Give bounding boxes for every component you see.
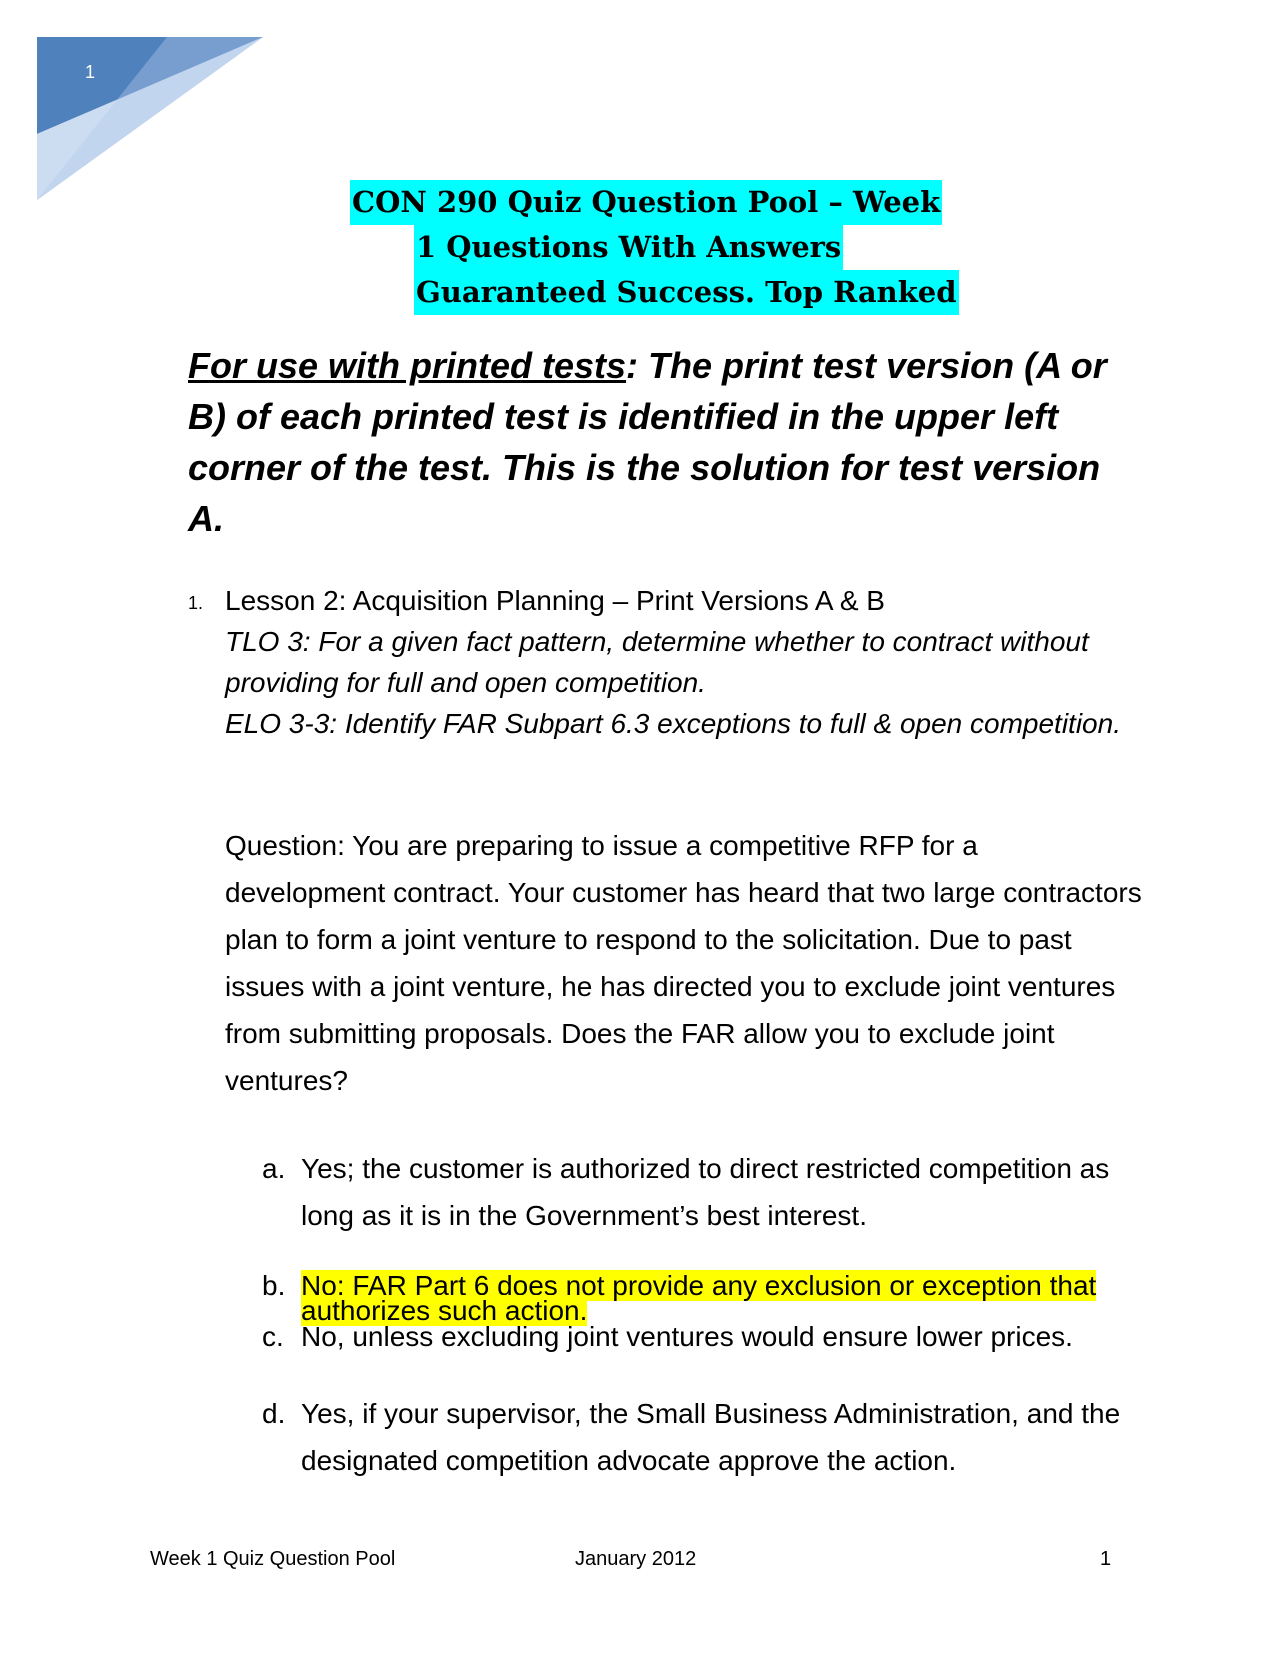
- answer-text: No, unless excluding joint ventures would ensure lower prices.: [301, 1321, 1073, 1352]
- lesson-title: Lesson 2: Acquisition Planning – Print Versions A & B: [225, 585, 885, 616]
- answer-letter: a.: [262, 1153, 286, 1184]
- answer-text-correct: [301, 1270, 1141, 1326]
- intro-paragraph: [188, 340, 1128, 544]
- title-line-2: 1 Questions With Answers: [414, 225, 843, 270]
- answer-letter: d.: [262, 1398, 286, 1429]
- title-line-1: CON 290 Quiz Question Pool – Week: [350, 180, 942, 225]
- tlo-text: TLO 3: For a given fact pattern, determine whether to contract without providing for full and open competition.: [225, 626, 1089, 698]
- answer-text: Yes, if your supervisor, the Small Business Administration, and the designated competition advocate approve the action.: [301, 1398, 1121, 1476]
- elo-text: ELO 3-3: Identify FAR Subpart 6.3 exceptions to full & open competition.: [225, 708, 1121, 739]
- footer-date: January 2012: [575, 1548, 697, 1570]
- answer-letter: c.: [262, 1321, 284, 1352]
- header-page-number: 1: [85, 62, 96, 82]
- answer-letter: b.: [262, 1270, 286, 1301]
- lesson-block: [225, 580, 1145, 744]
- intro-underlined: For use with printed tests: [188, 345, 627, 386]
- title-line-3: Guaranteed Success. Top Ranked: [414, 270, 959, 315]
- question-text: Question: You are preparing to issue a competitive RFP for a development contract. Your customer has heard that two large contractors plan to form a joint venture to respond to the solicitation. Due to past issues with a joint venture, he has directed you to exclude joint ventures from submitting proposals. Does the FAR allow you to exclude joint ventures?: [225, 830, 1142, 1096]
- answer-text: Yes; the customer is authorized to direct restricted competition as long as it is in the Government’s best interest.: [301, 1153, 1110, 1231]
- footer-page-number: 1: [1100, 1548, 1112, 1570]
- question-number: 1.: [188, 593, 204, 613]
- corner-decoration: [0, 0, 300, 220]
- intro-rest: : The print test version (A or B) of each printed test is identified in the upper left corner of the test. This is the solution for test version A.: [188, 345, 1107, 539]
- correct-answer-highlight: No; FAR Part 6 does not provide any exclusion or exception that authorizes such action.: [301, 1270, 1097, 1326]
- footer-title: Week 1 Quiz Question Pool: [150, 1548, 396, 1570]
